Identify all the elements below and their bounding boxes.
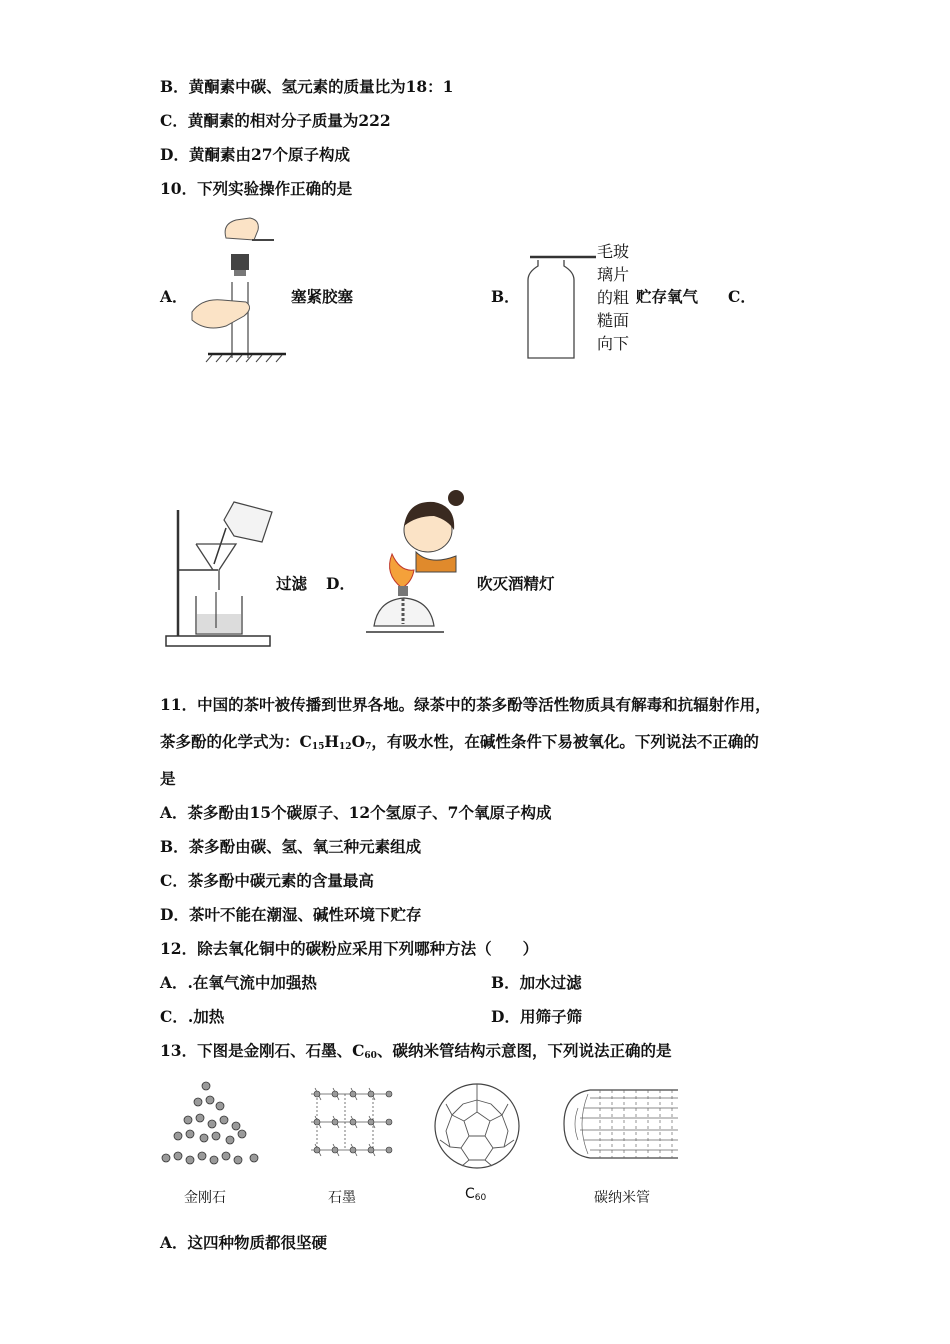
filtration-apparatus-illustration	[160, 500, 275, 650]
q11-stem-line1: 11．中国的茶叶被传播到世界各地。绿茶中的茶多酚等活性物质具有解毒和抗辐射作用，	[160, 695, 771, 714]
caption-graphite: 石墨	[328, 1190, 356, 1206]
diamond-structure-diagram	[158, 1078, 264, 1170]
q12-option-b: B．加水过滤	[491, 973, 582, 992]
q11-option-b: B．茶多酚由碳、氢、氧三种元素组成	[160, 837, 422, 856]
q13-stem: 13．下图是金刚石、石墨、$C_{60}$、碳纳米管结构示意图，下列说法正确的是	[160, 1041, 672, 1061]
tea-polyphenol-formula: $C_{15}H_{12}O_7$	[299, 732, 372, 752]
caption-c60: $C_{60}$	[465, 1186, 487, 1203]
q11-stem-line2: 茶多酚的化学式为：$C_{15}H_{12}O_7$，有吸水性，在碱性条件下易被氧化。下列说法不正确的	[160, 732, 759, 752]
q11-option-c: C．茶多酚中碳元素的含量最高	[160, 871, 374, 890]
glass-plate-note: 毛玻璃片的粗糙面向下	[597, 242, 630, 353]
q10-option-d-text: 吹灭酒精灯	[477, 574, 555, 593]
q9-option-b: B．黄酮素中碳、氢元素的质量比为18：1	[160, 77, 454, 96]
carbon-nanotube-diagram	[560, 1084, 680, 1164]
q10-option-a-letter: A．	[160, 287, 188, 306]
q12-option-d: D．用筛子筛	[491, 1007, 582, 1026]
q12-option-a: A．.在氧气流中加强热	[160, 973, 317, 992]
gas-bottle-illustration	[522, 250, 602, 362]
q9-option-d: D．黄酮素由27个原子构成	[160, 145, 351, 164]
q9-option-c: C．黄酮素的相对分子质量为222	[160, 111, 391, 130]
c60-structure-diagram	[432, 1080, 522, 1174]
test-tube-stopper-illustration	[188, 216, 288, 364]
caption-diamond: 金刚石	[184, 1190, 226, 1206]
q13-option-a: A．这四种物质都很坚硬	[160, 1233, 328, 1252]
q10-option-d-letter: D．	[326, 574, 355, 593]
q10-stem: 10．下列实验操作正确的是	[160, 179, 353, 198]
c60-formula: $C_{60}$	[352, 1041, 377, 1061]
q10-option-b-text: 贮存氧气	[636, 287, 699, 306]
q10-option-c-text: 过滤	[276, 574, 308, 593]
q10-option-a-text: 塞紧胶塞	[291, 287, 354, 306]
q12-stem: 12．除去氧化铜中的碳粉应采用下列哪种方法（ ）	[160, 939, 539, 958]
q11-option-a: A．茶多酚由15个碳原子、12个氢原子、7个氧原子构成	[160, 803, 552, 822]
caption-nanotube: 碳纳米管	[594, 1190, 650, 1206]
q12-option-c: C．.加热	[160, 1007, 225, 1026]
q11-stem-line3: 是	[160, 769, 176, 788]
q11-option-d: D．茶叶不能在潮湿、碱性环境下贮存	[160, 905, 422, 924]
q10-option-b-letter: B．	[491, 287, 520, 306]
q10-option-c-letter: C．	[728, 287, 756, 306]
graphite-structure-diagram	[305, 1082, 395, 1172]
alcohol-lamp-illustration	[360, 486, 470, 650]
